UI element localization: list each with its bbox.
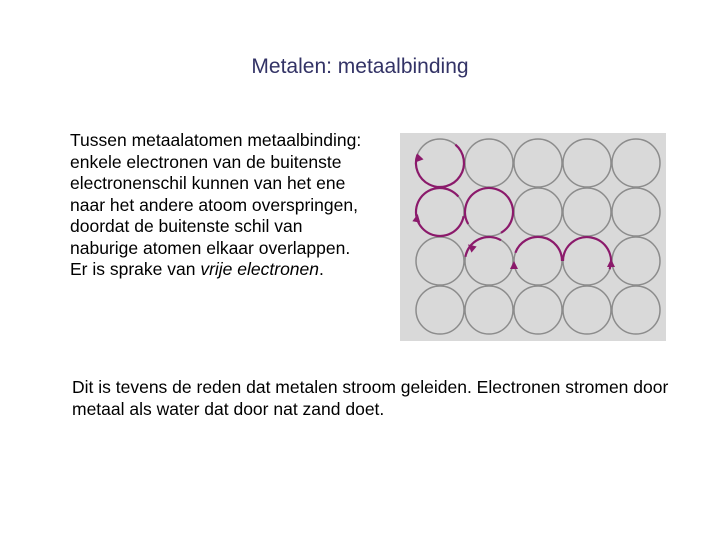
atom-3-0: [416, 286, 464, 334]
atom-3-1: [465, 286, 513, 334]
atom-3-4: [612, 286, 660, 334]
atom-0-4: [612, 139, 660, 187]
slide-title: Metalen: metaalbinding: [251, 55, 469, 78]
free-electrons-emphasis: vrije electronen: [200, 259, 319, 279]
metal-lattice-diagram: [400, 133, 666, 341]
atom-2-4: [612, 237, 660, 285]
intro-paragraph: [70, 130, 370, 281]
atom-0-1: [465, 139, 513, 187]
intro-end: .: [319, 259, 324, 279]
atom-1-4: [612, 188, 660, 236]
atom-1-2: [514, 188, 562, 236]
atom-3-2: [514, 286, 562, 334]
atom-0-3: [563, 139, 611, 187]
atom-2-0: [416, 237, 464, 285]
atom-0-2: [514, 139, 562, 187]
intro-text: Tussen metaalatomen metaalbinding: enkele electronen van de buitenste electronenschil kunnen van het ene naar het andere atoom overspringen, doordat de buitenste schil van naburige atomen elkaar overlappen. Er is sprake van: [70, 130, 362, 279]
atom-1-3: [563, 188, 611, 236]
metal-lattice-svg: [400, 133, 666, 341]
atom-3-3: [563, 286, 611, 334]
conclusion-paragraph: Dit is tevens de reden dat metalen stroom geleiden. Electronen stromen door metaal als water dat door nat zand doet.: [72, 377, 669, 419]
